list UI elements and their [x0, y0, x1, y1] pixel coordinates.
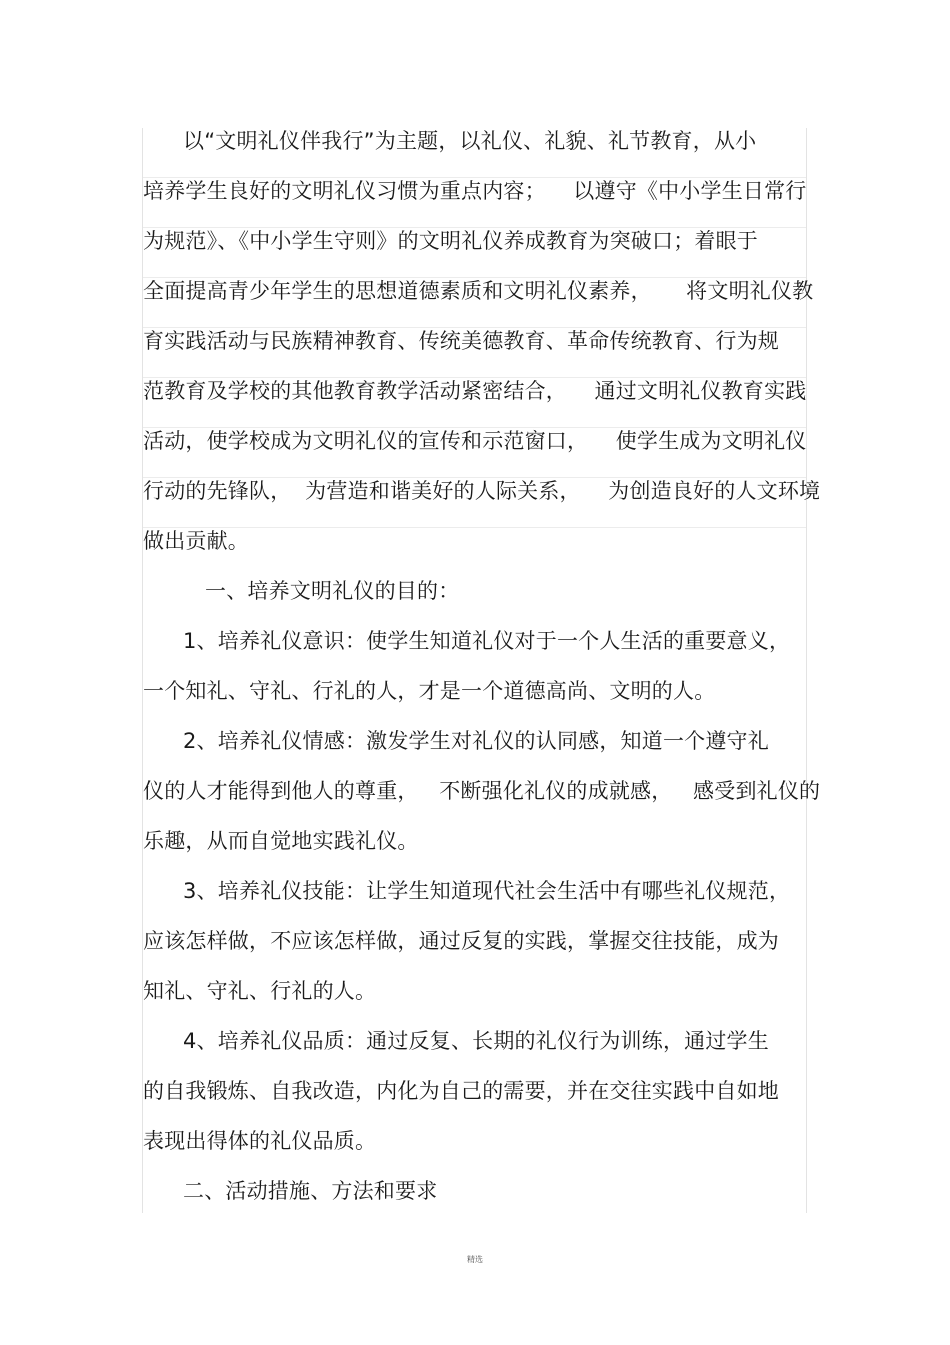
body-text-line: 培养学生良好的文明礼仪习惯为重点内容； 以遵守《中小学生日常行 [143, 179, 807, 203]
list-item-line: 一个知礼、守礼、行礼的人，才是一个道德高尚、文明的人。 [143, 679, 716, 703]
list-item-line: 3、培养礼仪技能：让学生知道现代社会生活中有哪些礼仪规范， [183, 879, 791, 903]
body-text-line: 全面提高青少年学生的思想道德素质和文明礼仪素养， 将文明礼仪教 [143, 279, 814, 303]
body-text-line: 范教育及学校的其他教育教学活动紧密结合， 通过文明礼仪教育实践 [143, 379, 807, 403]
list-item-line: 1、培养礼仪意识：使学生知道礼仪对于一个人生活的重要意义， [183, 629, 791, 653]
body-text-line: 为规范》、《中小学生守则》的文明礼仪养成教育为突破口；着眼于 [143, 229, 758, 253]
list-item-line: 仪的人才能得到他人的尊重， 不断强化礼仪的成就感， 感受到礼仪的 [143, 779, 821, 803]
body-text-line: 做出贡献。 [143, 529, 249, 553]
list-item-line: 乐趣，从而自觉地实践礼仪。 [143, 829, 419, 853]
page-footer-label: 精选 [467, 1255, 483, 1264]
list-item-line: 知礼、守礼、行礼的人。 [143, 979, 377, 1003]
list-item-line: 表现出得体的礼仪品质。 [143, 1129, 377, 1153]
section-heading: 一、培养文明礼仪的目的： [205, 579, 460, 603]
section-heading: 二、活动措施、方法和要求 [183, 1179, 438, 1203]
body-text-line: 育实践活动与民族精神教育、传统美德教育、革命传统教育、行为规 [143, 329, 779, 353]
body-text-line: 行动的先锋队， 为营造和谐美好的人际关系， 为创造良好的人文环境 [143, 479, 821, 503]
list-item-line: 4、培养礼仪品质：通过反复、长期的礼仪行为训练，通过学生 [183, 1029, 769, 1053]
list-item-line: 的自我锻炼、自我改造，内化为自己的需要，并在交往实践中自如地 [143, 1079, 779, 1103]
text-frame [142, 128, 821, 1213]
list-item-line: 2、培养礼仪情感：激发学生对礼仪的认同感，知道一个遵守礼 [183, 729, 769, 753]
body-text-line: 活动，使学校成为文明礼仪的宣传和示范窗口， 使学生成为文明礼仪 [143, 429, 807, 453]
body-text-line: 以“文明礼仪伴我行”为主题，以礼仪、礼貌、礼节教育，从小 [183, 129, 757, 153]
list-item-line: 应该怎样做，不应该怎样做，通过反复的实践，掌握交往技能，成为 [143, 929, 779, 953]
